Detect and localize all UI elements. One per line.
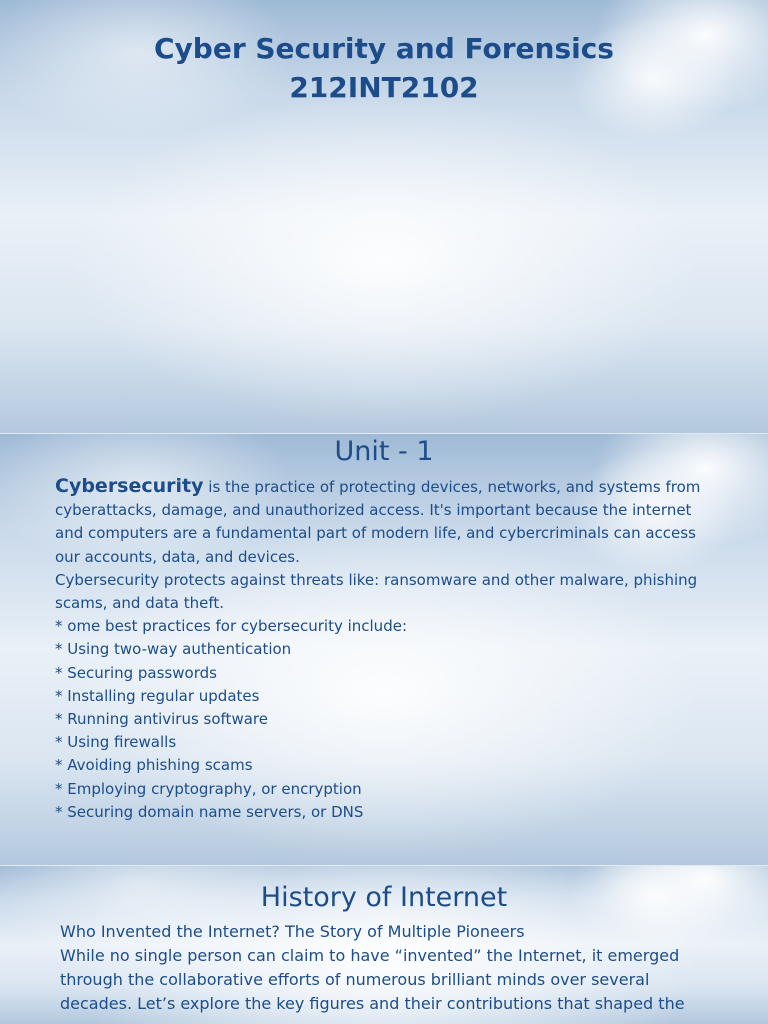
list-item: * Avoiding phishing scams xyxy=(55,756,253,775)
list-item: * Securing domain name servers, or DNS xyxy=(55,802,364,821)
body-line: our accounts, data, and devices. xyxy=(55,547,300,566)
list-item: * Securing passwords xyxy=(55,663,217,682)
body-line: Who Invented the Internet? The Story of Multiple Pioneers xyxy=(60,922,525,941)
list-item: * Installing regular updates xyxy=(55,686,260,705)
slide-history-of-internet xyxy=(0,866,768,1024)
slide-heading: Unit - 1 xyxy=(334,436,434,467)
body-line: scams, and data theft. xyxy=(55,594,225,613)
body-line: through the collaborative efforts of numerous brilliant minds over several xyxy=(60,970,650,989)
slide-body xyxy=(55,475,700,824)
slide-unit-1 xyxy=(0,434,768,866)
list-item: * Using two-way authentication xyxy=(55,640,292,659)
body-line: Cybersecurity protects against threats like: ransomware and other malware, phishing xyxy=(55,570,698,589)
list-item: * Using firewalls xyxy=(55,733,177,752)
document-title xyxy=(0,29,768,107)
list-item: * Running antivirus software xyxy=(55,710,268,729)
slide-heading: History of Internet xyxy=(260,882,508,913)
body-line: cyberattacks, damage, and unauthorized access. It's important because the internet xyxy=(55,501,692,520)
body-line: While no single person can claim to have “invented” the Internet, it emerged xyxy=(60,946,680,965)
body-line xyxy=(55,475,700,499)
list-item: * Employing cryptography, or encryption xyxy=(55,779,362,798)
title-line-1: Cyber Security and Forensics xyxy=(154,32,614,65)
body-line-text: is the practice of protecting devices, networks, and systems from xyxy=(203,478,701,496)
body-line: decades. Let’s explore the key figures and their contributions that shaped the xyxy=(60,994,685,1013)
course-code: 212INT2102 xyxy=(289,71,479,104)
slide-body xyxy=(60,920,685,1016)
lead-term: Cybersecurity xyxy=(55,475,204,497)
list-item: * ome best practices for cybersecurity include: xyxy=(55,617,407,636)
body-line: and computers are a fundamental part of modern life, and cybercriminals can access xyxy=(55,524,696,543)
slide-title xyxy=(0,0,768,434)
